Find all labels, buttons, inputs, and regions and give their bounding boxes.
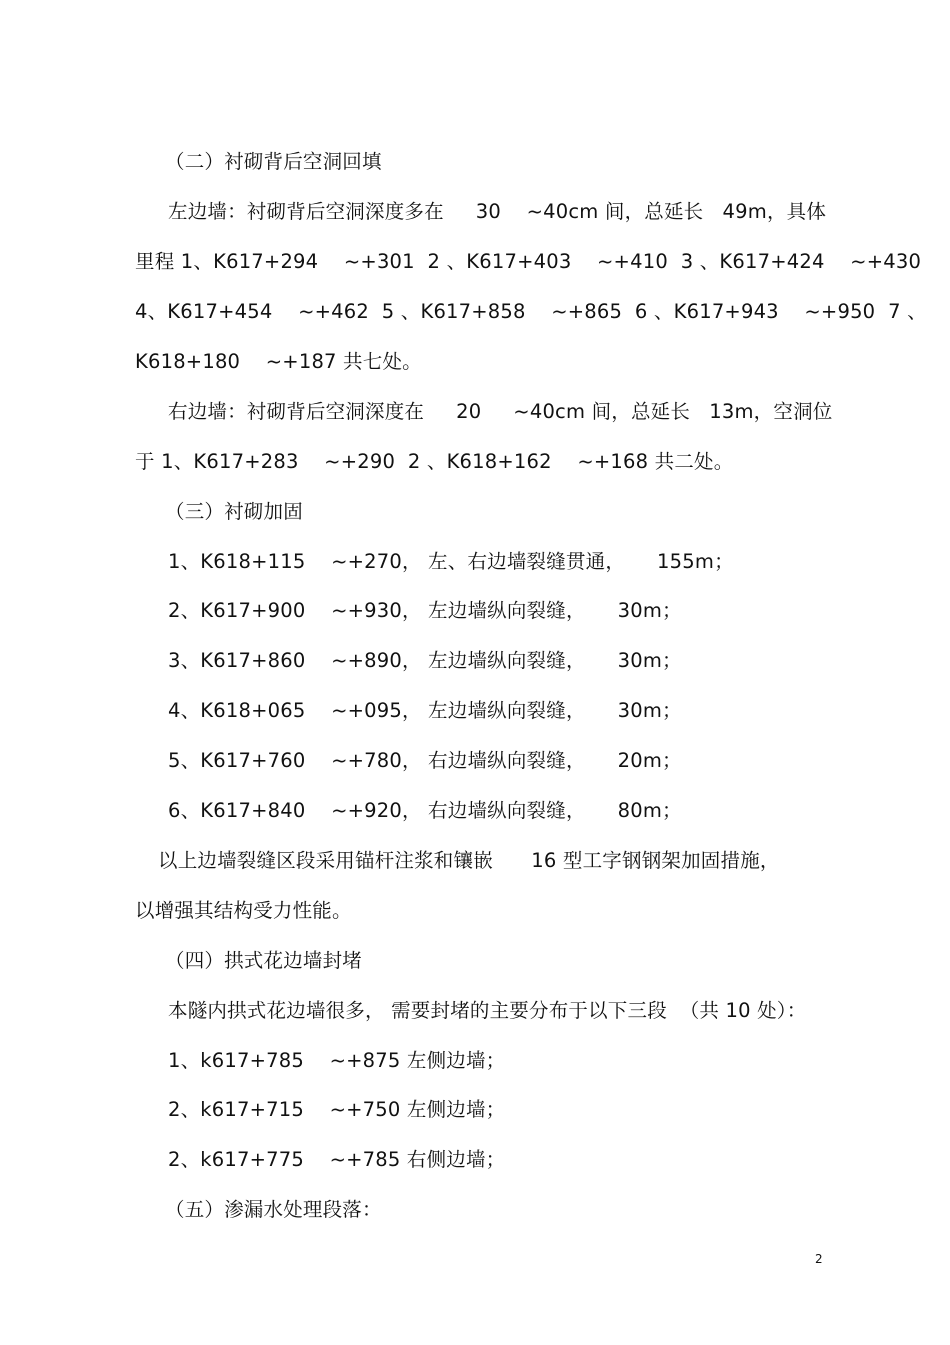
page-number: 2	[815, 1252, 823, 1266]
list-item: 2、k617+715 ~+750 左侧边墙；	[168, 1098, 506, 1121]
list-item: 1、k617+785 ~+875 左侧边墙；	[168, 1049, 506, 1072]
list-item: 2、K617+900 ~+930， 左边墙纵向裂缝， 30m；	[168, 599, 682, 622]
paragraph-line: 以上边墙裂缝区段采用锚杆注浆和镶嵌 16 型工字钢钢架加固措施，	[158, 849, 780, 872]
paragraph-line: 里程 1、K617+294 ~+301 2 、K617+403 ~+410 3 、K617+424 ~+430	[135, 250, 922, 273]
paragraph-line: 左边墙：衬砌背后空洞深度多在 30 ~40cm 间，总延长 49m，具体	[168, 200, 827, 223]
list-item: 6、K617+840 ~+920， 右边墙纵向裂缝， 80m；	[168, 799, 682, 822]
list-item: 1、K618+115 ~+270， 左、右边墙裂缝贯通， 155m；	[168, 550, 734, 573]
paragraph-line: 右边墙：衬砌背后空洞深度在 20 ~40cm 间，总延长 13m，空洞位	[168, 400, 833, 423]
list-item: 5、K617+760 ~+780， 右边墙纵向裂缝， 20m；	[168, 749, 682, 772]
list-item: 3、K617+860 ~+890， 左边墙纵向裂缝， 30m；	[168, 649, 682, 672]
list-item: 2、k617+775 ~+785 右侧边墙；	[168, 1148, 506, 1171]
paragraph-line: 于 1、K617+283 ~+290 2 、K618+162 ~+168 共二处。	[135, 450, 734, 473]
list-item: 4、K618+065 ~+095， 左边墙纵向裂缝， 30m；	[168, 699, 682, 722]
paragraph-line: K618+180 ~+187 共七处。	[135, 350, 422, 373]
paragraph-line: 本隧内拱式花边墙很多， 需要封堵的主要分布于以下三段 （共 10 处）：	[168, 999, 807, 1022]
paragraph-line: 4、K617+454 ~+462 5 、K617+858 ~+865 6 、K617+943 ~+950 7 、	[135, 300, 927, 323]
heading-reinforcement: （三）衬砌加固	[165, 500, 303, 523]
heading-backfill: （二）衬砌背后空洞回填	[165, 150, 382, 173]
paragraph-line: 以增强其结构受力性能。	[135, 899, 352, 922]
heading-leakage-treatment: （五）渗漏水处理段落：	[165, 1198, 382, 1221]
heading-arch-wall-sealing: （四）拱式花边墙封堵	[165, 949, 363, 972]
